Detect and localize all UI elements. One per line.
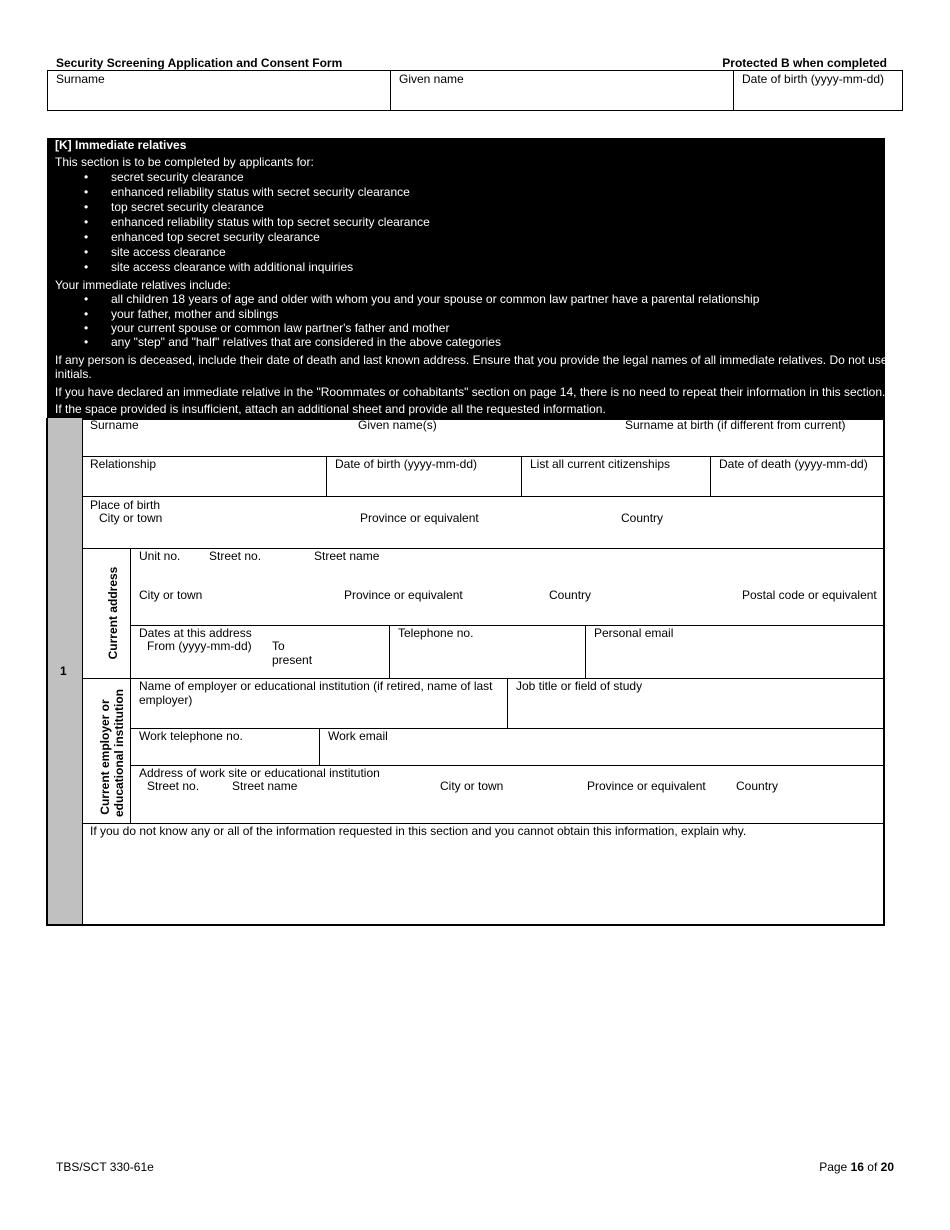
list-item: • your father, mother and siblings: [84, 307, 279, 321]
section-k-intro: This section is to be completed by applicants for:: [55, 155, 314, 169]
relatives-intro: Your immediate relatives include:: [55, 278, 231, 292]
note-roommates: If you have declared an immediate relative in the "Roommates or cohabitants" section on page 14, there is no need to repeat their information in this section.: [55, 385, 886, 399]
pob-country-input[interactable]: [617, 526, 883, 547]
address-province-input[interactable]: [336, 602, 539, 624]
citizenships-label: List all current citizenships: [530, 457, 671, 471]
protection-level: Protected B when completed: [722, 56, 887, 70]
unit-label: Unit no.: [139, 549, 181, 563]
work-city-label: City or town: [440, 779, 504, 793]
pob-province-input[interactable]: [350, 526, 614, 547]
street-no-input[interactable]: [201, 563, 305, 585]
job-title-label: Job title or field of study: [516, 679, 643, 693]
section-k-instructions: [47, 138, 888, 418]
form-number: TBS/SCT 330-61e: [56, 1160, 154, 1174]
relative-citizenships-field[interactable]: [522, 457, 710, 496]
relative-dob-field[interactable]: [327, 457, 521, 496]
applicant-given-name-field[interactable]: [391, 71, 733, 110]
address-city-label: City or town: [139, 588, 203, 602]
address-postal-label: Postal code or equivalent: [742, 588, 877, 602]
applicant-surname-field[interactable]: [48, 71, 390, 110]
applicant-given-name-label: Given name: [399, 72, 464, 86]
work-email-label: Work email: [328, 729, 388, 743]
place-of-birth-label: Place of birth: [90, 498, 161, 512]
note-deceased: If any person is deceased, include their date of death and last known address. Ensure that you provide the legal names of all immediate relatives. Do not use: [55, 353, 888, 367]
list-item: • enhanced top secret security clearance: [84, 230, 320, 244]
relative-dod-field[interactable]: [711, 457, 883, 496]
relative-dod-label: Date of death (yyyy-mm-dd): [719, 457, 868, 471]
relationship-label: Relationship: [90, 457, 157, 471]
from-label: From (yyyy-mm-dd): [147, 639, 252, 653]
employer-section-label: Current employer or educational institution: [98, 689, 126, 817]
section-k-title: [K] Immediate relatives: [55, 138, 187, 152]
list-item: • enhanced reliability status with top secret security clearance: [84, 215, 430, 229]
telephone-label: Telephone no.: [398, 626, 474, 640]
page-indicator: Page 16 of 20: [819, 1160, 894, 1174]
explanation-label: If you do not know any or all of the information requested in this section and you cannot obtain this information, explain why.: [90, 824, 747, 838]
applicant-dob-field[interactable]: [734, 71, 902, 110]
unit-input[interactable]: [131, 563, 199, 585]
note-space: If the space provided is insufficient, attach an additional sheet and provide all the requested information.: [55, 402, 606, 416]
relative-surname-input[interactable]: [83, 432, 347, 456]
work-city-input[interactable]: [424, 795, 569, 822]
to-label: To: [272, 639, 285, 653]
list-item: • any "step" and "half" relatives that are considered in the above categories: [84, 335, 501, 349]
pob-country-label: Country: [621, 511, 664, 525]
work-country-input[interactable]: [720, 795, 883, 822]
address-city-input[interactable]: [131, 602, 334, 624]
work-address-label: Address of work site or educational institution: [139, 766, 380, 780]
relative-surname-birth-input[interactable]: [617, 432, 883, 456]
current-address-section-label: Current address: [106, 566, 120, 660]
work-street-name-label: Street name: [232, 779, 298, 793]
list-item: • site access clearance: [84, 245, 226, 259]
work-street-no-label: Street no.: [147, 779, 200, 793]
address-postal-input[interactable]: [733, 602, 883, 624]
telephone-field[interactable]: [390, 626, 585, 678]
relative-relationship-field[interactable]: [83, 457, 326, 496]
relative-given-names-input[interactable]: [350, 432, 614, 456]
explanation-field[interactable]: [83, 824, 883, 924]
employer-name-label: Name of employer or educational institution (if retired, name of last employer): [139, 679, 493, 707]
list-item: • enhanced reliability status with secret security clearance: [84, 185, 410, 199]
from-date-input[interactable]: [131, 656, 261, 678]
work-street-name-input[interactable]: [216, 795, 422, 822]
pob-province-label: Province or equivalent: [360, 511, 479, 525]
pob-city-label: City or town: [99, 511, 163, 525]
relative-number: 1: [60, 664, 67, 678]
job-title-field[interactable]: [508, 679, 883, 728]
pob-city-input[interactable]: [83, 526, 347, 547]
address-country-input[interactable]: [541, 602, 731, 624]
employer-name-field[interactable]: [131, 679, 507, 728]
street-name-input[interactable]: [307, 563, 883, 585]
note-deceased-cont: initials.: [55, 367, 92, 381]
personal-email-label: Personal email: [594, 626, 674, 640]
form-title: Security Screening Application and Consent Form: [56, 56, 343, 70]
relative-dob-label: Date of birth (yyyy-mm-dd): [335, 457, 478, 471]
relative-surname-label: Surname: [90, 418, 139, 432]
work-province-label: Province or equivalent: [587, 779, 706, 793]
address-province-label: Province or equivalent: [344, 588, 463, 602]
list-item: • site access clearance with additional inquiries: [84, 260, 354, 274]
work-province-input[interactable]: [571, 795, 718, 822]
street-name-label: Street name: [314, 549, 380, 563]
list-item: • top secret security clearance: [84, 200, 264, 214]
list-item: • secret security clearance: [84, 170, 244, 184]
dates-label: Dates at this address: [139, 626, 252, 640]
work-street-no-input[interactable]: [131, 795, 214, 822]
current-page: 16: [850, 1160, 864, 1174]
work-phone-label: Work telephone no.: [139, 729, 243, 743]
address-country-label: Country: [549, 588, 592, 602]
total-pages: 20: [880, 1160, 894, 1174]
relative-surname-birth-label: Surname at birth (if different from current): [625, 418, 846, 432]
work-country-label: Country: [736, 779, 779, 793]
work-email-field[interactable]: [320, 729, 883, 765]
present-label: present: [272, 653, 313, 667]
list-item: • your current spouse or common law partner's father and mother: [84, 321, 450, 335]
list-item: • all children 18 years of age and older with whom you and your spouse or common law partner have a parental relationship: [84, 292, 760, 306]
applicant-surname-label: Surname: [56, 72, 105, 86]
work-phone-field[interactable]: [131, 729, 319, 765]
street-no-label: Street no.: [209, 549, 262, 563]
applicant-dob-label: Date of birth (yyyy-mm-dd): [742, 72, 885, 86]
personal-email-field[interactable]: [586, 626, 883, 678]
relative-given-names-label: Given name(s): [358, 418, 437, 432]
